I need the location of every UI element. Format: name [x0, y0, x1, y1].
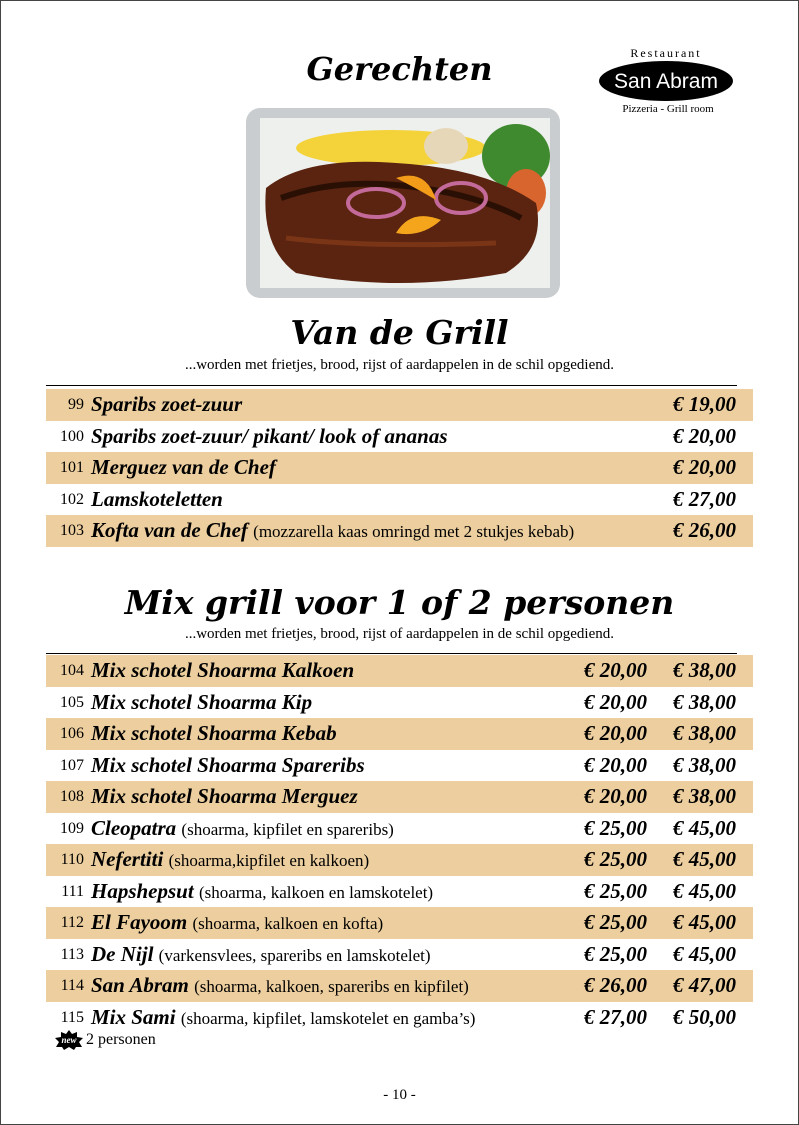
- item-name: Mix schotel Shoarma Kalkoen: [91, 658, 355, 682]
- menu-item-row: [46, 515, 753, 547]
- item-name-wrap: [91, 515, 574, 547]
- menu-item-row: [46, 687, 753, 719]
- item-price: € 20,00: [673, 455, 736, 479]
- menu-item-row: [46, 655, 753, 687]
- item-name-wrap: [91, 844, 369, 876]
- item-number: 100: [60, 427, 84, 445]
- item-name-wrap: [91, 718, 337, 749]
- item-name-wrap: [91, 421, 448, 452]
- item-price-1-person: € 25,00: [584, 847, 647, 871]
- item-name: San Abram: [91, 973, 189, 997]
- item-name: Hapshepsut: [91, 878, 194, 903]
- item-price: € 26,00: [673, 518, 736, 542]
- item-name-wrap: [91, 655, 354, 686]
- item-number: 99: [68, 396, 84, 413]
- item-description: (shoarma, kipfilet, lamskotelet en gamba’s): [180, 1008, 476, 1028]
- item-extra-note: [54, 1030, 156, 1050]
- item-price-2-persons: € 38,00: [673, 689, 736, 714]
- item-description: (shoarma,kipfilet en kalkoen): [168, 851, 370, 870]
- item-price-1-person: € 20,00: [584, 784, 647, 808]
- item-name-wrap: [91, 750, 365, 781]
- item-price-2-persons: € 47,00: [673, 973, 736, 997]
- item-name: Sparibs zoet-zuur/ pikant/ look of ananas: [91, 423, 448, 448]
- item-price-1-person: € 20,00: [584, 658, 647, 682]
- item-name-wrap: [91, 781, 358, 812]
- item-description: (mozzarella kaas omringd met 2 stukjes kebab): [253, 522, 575, 541]
- menu-item-row: [46, 876, 753, 908]
- page-title: Gerechten: [306, 50, 493, 88]
- item-description: (shoarma, kalkoen en lamskotelet): [198, 882, 434, 902]
- item-number: 103: [60, 522, 84, 539]
- grill-subtitle: ...worden met frietjes, brood, rijst of aardappelen in de schil opgediend.: [184, 357, 615, 373]
- item-name: Sparibs zoet-zuur: [91, 392, 243, 416]
- item-number: 107: [60, 756, 84, 774]
- item-number: 106: [60, 725, 84, 742]
- item-price-2-persons: € 45,00: [673, 910, 736, 934]
- item-number: 109: [60, 819, 84, 837]
- mix-subtitle: ...worden met frietjes, brood, rijst of aardappelen in de schil opgediend.: [184, 626, 615, 642]
- item-number: 112: [60, 914, 84, 931]
- menu-item-row: [46, 452, 753, 484]
- item-name: De Nijl: [91, 941, 154, 966]
- mix-section-title: Mix grill voor 1 of 2 personen: [124, 583, 675, 622]
- item-name: Mix schotel Shoarma Kip: [91, 689, 313, 714]
- item-price-2-persons: € 38,00: [673, 784, 736, 808]
- item-name: Mix schotel Shoarma Kebab: [91, 721, 337, 745]
- logo-name: San Abram: [614, 70, 718, 93]
- item-name-wrap: [91, 813, 394, 845]
- menu-item-row: [46, 907, 753, 939]
- item-price-2-persons: € 45,00: [673, 941, 736, 966]
- item-name-wrap: [91, 389, 242, 420]
- item-price-1-person: € 26,00: [584, 973, 647, 997]
- item-number: 108: [60, 788, 84, 805]
- page-number: - 10 -: [383, 1087, 416, 1103]
- menu-item-row: [46, 813, 753, 845]
- item-price: € 20,00: [673, 423, 736, 448]
- item-name: Lamskoteletten: [91, 486, 223, 511]
- grill-divider: [46, 385, 737, 386]
- item-price-2-persons: € 38,00: [673, 721, 736, 745]
- new-badge-icon: [54, 1030, 84, 1050]
- item-name: Mix schotel Shoarma Spareribs: [91, 752, 365, 777]
- item-price-2-persons: € 50,00: [673, 1004, 736, 1029]
- item-price-1-person: € 20,00: [584, 689, 647, 714]
- new-badge-text: new: [61, 1034, 77, 1045]
- item-number: 114: [60, 977, 84, 994]
- item-name: Nefertiti: [91, 847, 164, 871]
- item-number: 101: [60, 459, 84, 476]
- item-name: Mix Sami: [91, 1004, 176, 1029]
- item-description: (shoarma, kipfilet en spareribs): [181, 819, 394, 839]
- item-name-wrap: [91, 970, 469, 1002]
- item-name-wrap: [91, 907, 383, 939]
- item-name: El Fayoom: [91, 910, 188, 934]
- item-description: (shoarma, kalkoen, spareribs en kipfilet): [194, 977, 469, 996]
- menu-item-row: [46, 844, 753, 876]
- mix-divider: [46, 653, 737, 654]
- logo-top-text: Restaurant: [630, 46, 702, 60]
- item-name: Merguez van de Chef: [91, 455, 276, 479]
- item-price-2-persons: € 45,00: [673, 878, 736, 903]
- item-price-1-person: € 27,00: [584, 1004, 647, 1029]
- item-price-1-person: € 20,00: [584, 721, 647, 745]
- menu-item-row: [46, 781, 753, 813]
- item-description: (shoarma, kalkoen en kofta): [192, 914, 384, 933]
- mix-menu-list: [46, 655, 753, 1056]
- item-price: € 27,00: [673, 486, 736, 511]
- item-price-1-person: € 25,00: [584, 910, 647, 934]
- item-number: 111: [61, 882, 84, 900]
- restaurant-logo: [598, 44, 738, 118]
- item-price-1-person: € 25,00: [584, 878, 647, 903]
- item-number: 105: [60, 693, 84, 711]
- menu-item-row: [46, 970, 753, 1002]
- item-price-2-persons: € 38,00: [673, 658, 736, 682]
- item-price-2-persons: € 38,00: [673, 752, 736, 777]
- menu-item-row: [46, 750, 753, 782]
- grill-section-title: Van de Grill: [290, 313, 509, 352]
- item-number: 110: [60, 851, 84, 868]
- menu-item-row: [46, 718, 753, 750]
- item-name: Mix schotel Shoarma Merguez: [91, 784, 358, 808]
- item-price: € 19,00: [673, 392, 736, 416]
- item-price-2-persons: € 45,00: [673, 815, 736, 840]
- persons-note: 2 personen: [86, 1030, 156, 1048]
- item-name-wrap: [91, 687, 312, 718]
- spareribs-photo: [246, 108, 560, 298]
- item-price-1-person: € 25,00: [584, 815, 647, 840]
- menu-item-row: [46, 389, 753, 421]
- item-name: Cleopatra: [91, 815, 177, 840]
- item-number: 104: [60, 662, 84, 679]
- menu-item-row: [46, 939, 753, 971]
- item-name: Kofta van de Chef: [91, 518, 248, 542]
- item-price-1-person: € 25,00: [584, 941, 647, 966]
- menu-item-row: [46, 484, 753, 516]
- item-number: 115: [60, 1008, 84, 1026]
- item-name-wrap: [91, 484, 223, 515]
- item-number: 102: [60, 490, 84, 508]
- item-name-wrap: [91, 876, 433, 908]
- item-name-wrap: [91, 939, 431, 971]
- grill-menu-list: [46, 389, 753, 547]
- item-description: (varkensvlees, spareribs en lamskotelet): [158, 945, 431, 965]
- menu-item-row: [46, 1002, 753, 1056]
- item-price-1-person: € 20,00: [584, 752, 647, 777]
- menu-item-row: [46, 421, 753, 453]
- item-price-2-persons: € 45,00: [673, 847, 736, 871]
- logo-bottom-text: Pizzeria - Grill room: [622, 103, 714, 115]
- item-name-wrap: [91, 452, 276, 483]
- item-number: 113: [60, 945, 84, 963]
